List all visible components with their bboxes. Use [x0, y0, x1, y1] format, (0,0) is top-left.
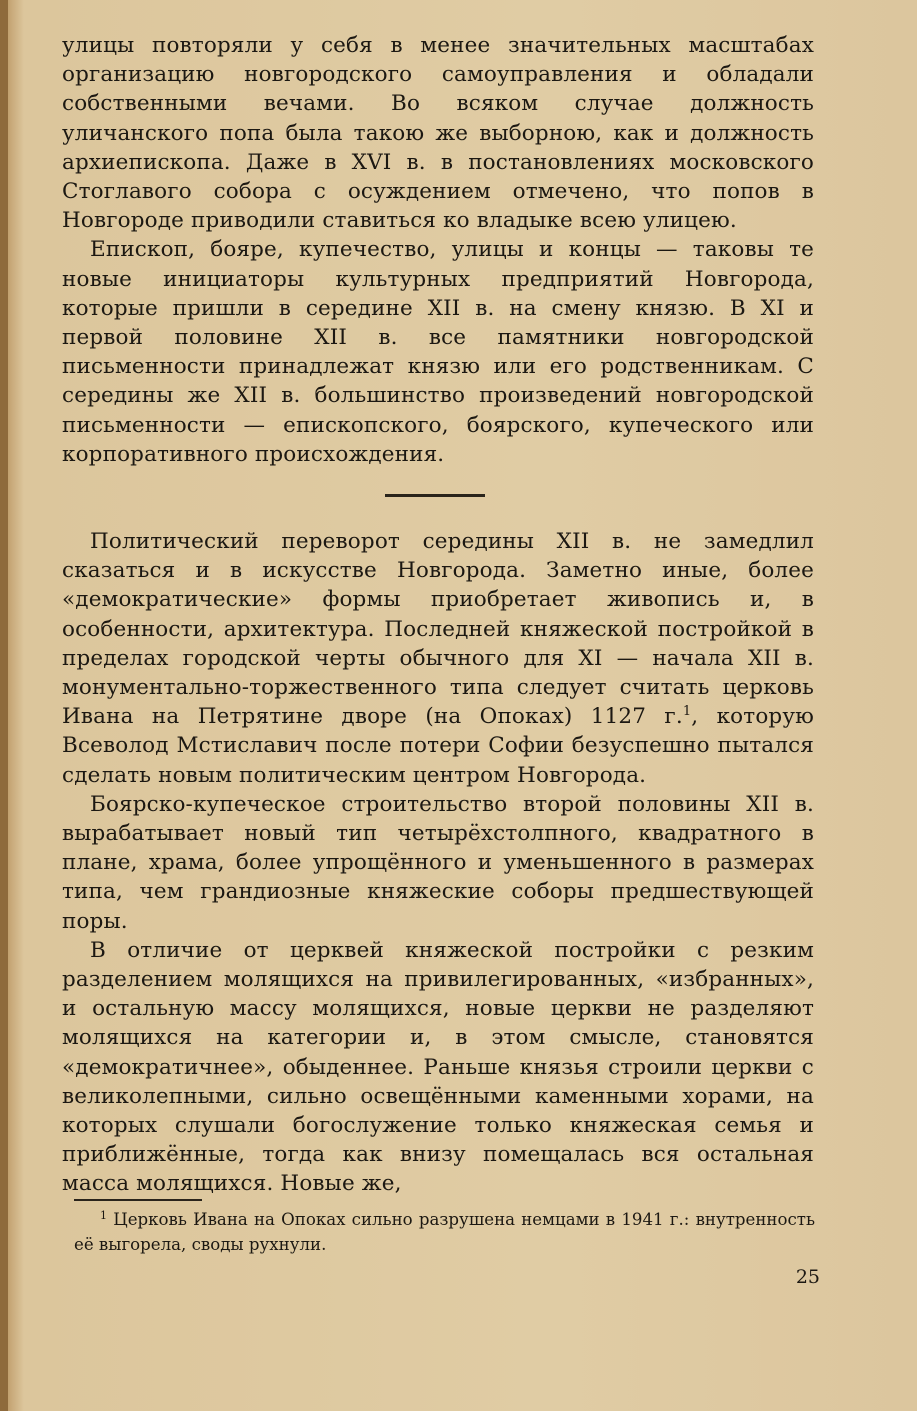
footnote-marker: 1 [100, 1209, 107, 1222]
upper-text-block [62, 31, 814, 469]
paragraph: Боярско-купеческое строительство второй половины XII в. вырабатывает новый тип четырёхстолпного, квадратного в плане, храма, более упрощённого и уменьшенного в размерах типа, чем грандиозные княжеские соборы предшествующей поры. [62, 791, 814, 934]
footnote-divider [74, 1199, 202, 1201]
footnote [74, 1207, 815, 1257]
paragraph-text-after-ref: , которую Всеволод Мстиславич после потери Софии безуспешно пытался сделать новым политическим центром Новгорода. [62, 704, 814, 788]
paragraph-with-footnote [62, 527, 814, 790]
page-binding-edge [0, 0, 8, 1411]
paragraph-text-before-ref: Политический переворот середины XII в. не замедлил сказаться и в искусстве Новгорода. Заметно иные, более «демократические» формы приобретает живопись и, в особенности, архитектура. Последней княжеской постройкой в пределах городской черты обычного для XI — начала XII в. монументально-торжественного типа следует считать церковь Ивана на Петрятине дворе (на Опоках) 1127 г. [62, 529, 814, 730]
paragraph: Епископ, бояре, купечество, улицы и концы — таковы те новые инициаторы культурных предприятий Новгорода, которые пришли в середине XII в. на смену князю. В XI и первой половине XII в. все памятники новгородской письменности принадлежат князю или его родственникам. С середины же XII в. большинство произведений новгородской письменности — епископского, боярского, купеческого или корпоративного происхождения. [62, 237, 814, 467]
section-divider [385, 494, 485, 497]
paragraph: В отличие от церквей княжеской постройки с резким разделением молящихся на привилегированных, «избранных», и остальную массу молящихся, новые церкви не разделяют молящихся на категории и, в этом смысле, становятся «демократичнее», обыденнее. Раньше князья строили церкви с великолепными, сильно освещёнными каменными хорами, на которых слушали богослужение только княжеская семья и приближённые, тогда как внизу помещалась вся остальная масса молящихся. Новые же, [62, 937, 814, 1197]
page-number: 25 [795, 1266, 820, 1288]
footnote-reference[interactable]: 1 [682, 704, 692, 720]
paragraph-continued: улицы повторяли у себя в менее значительных масштабах организацию новгородского самоуправления и обладали собственными вечами. Во всяком случае должность уличанского попа была такою же выборною, как и должность архиепископа. Даже в XVI в. в постановлениях московского Стоглавого собора с осуждением отмечено, что попов в Новгороде приводили ставиться ко владыке всею улицею. [62, 33, 814, 234]
lower-text-block [62, 527, 814, 1199]
footnote-text: Церковь Ивана на Опоках сильно разрушена немцами в 1941 г.: внутренность её выгорела, своды рухнули. [74, 1210, 815, 1254]
